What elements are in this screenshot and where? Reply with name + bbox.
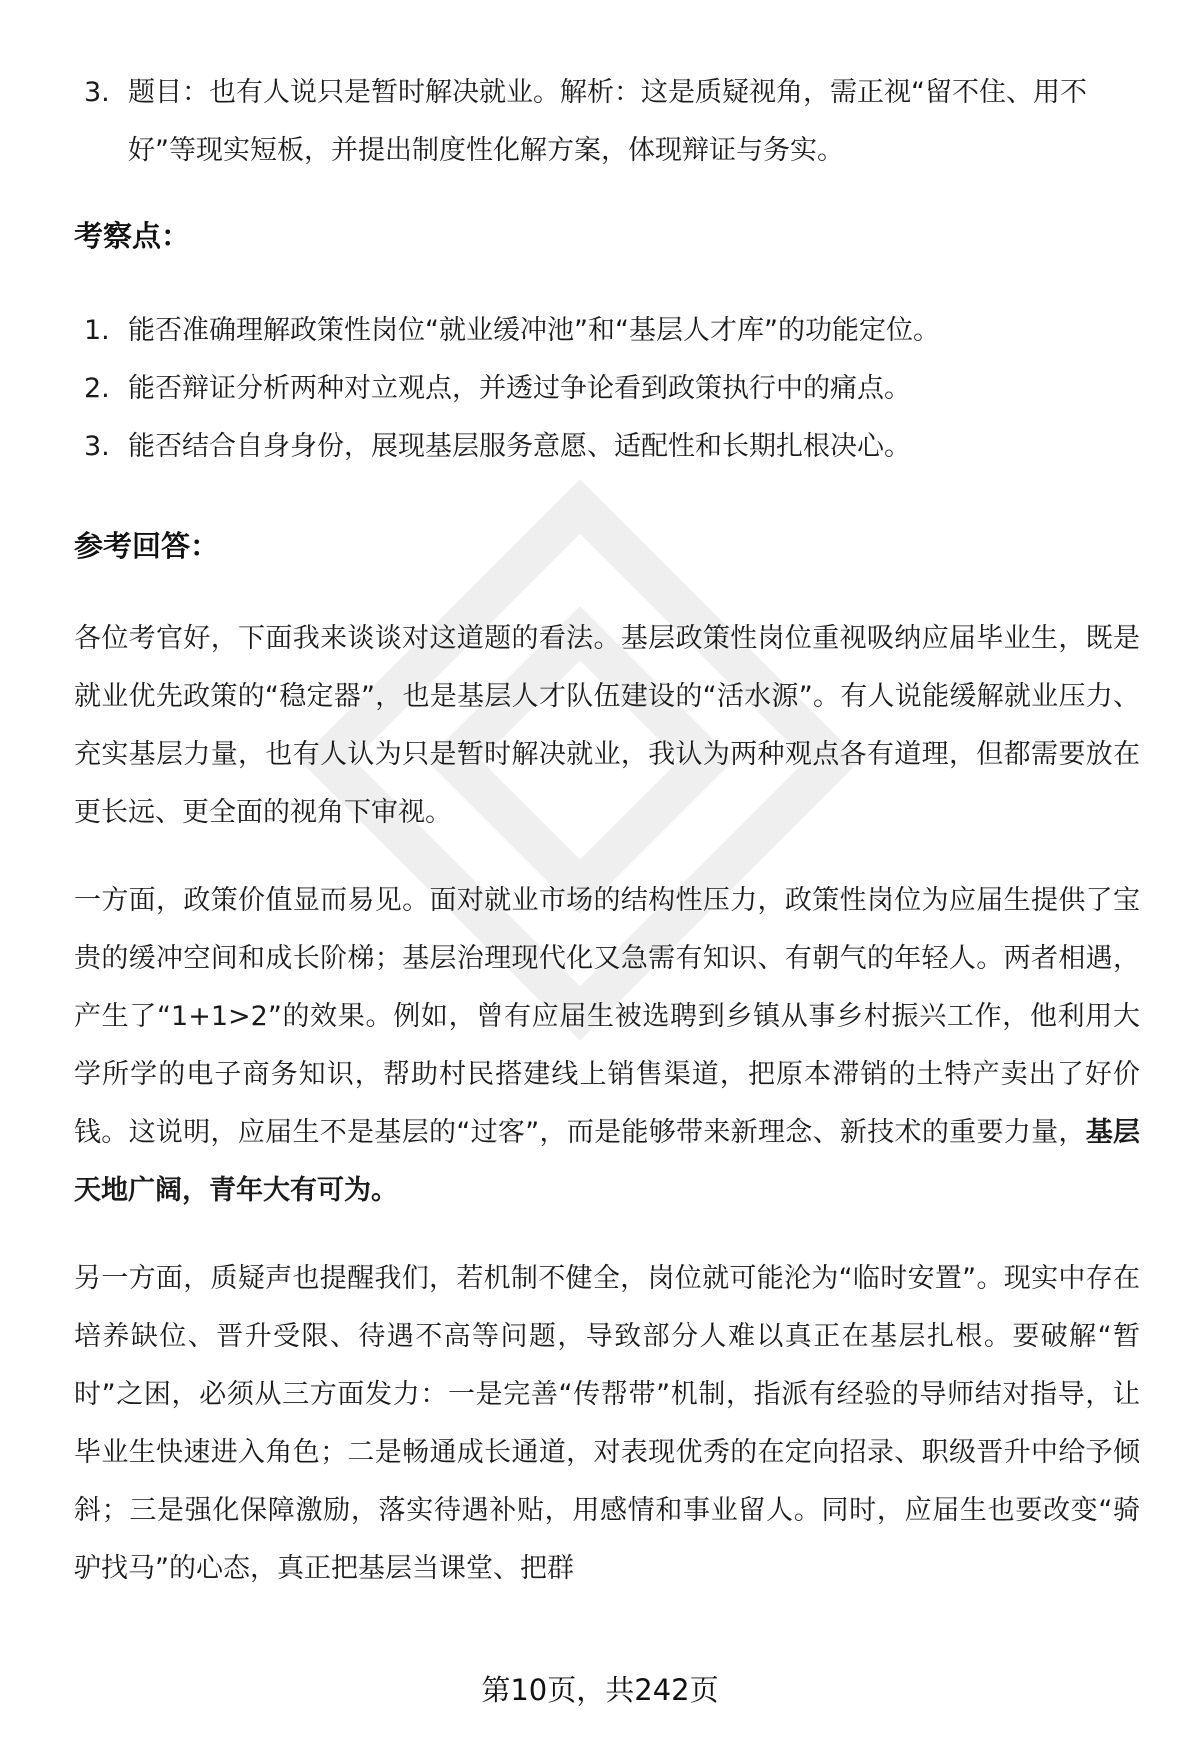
list-item xyxy=(74,360,1140,418)
section-heading-answer: 参考回答： xyxy=(74,529,220,563)
points-list xyxy=(74,302,1140,476)
question-list-continued xyxy=(74,64,1140,180)
paragraph-text: 一方面，政策价值显而易见。面对就业市场的结构性压力，政策性岗位为应届生提供了宝贵的缓冲空间和成长阶梯；基层治理现代化又急需有知识、有朝气的年轻人。两者相遇，产生了“1+1>2”的效果。例如，曾有应届生被选聘到乡镇从事乡村振兴工作，他利用大学所学的电子商务知识，帮助村民搭建线上销售渠道，把原本滞销的土特产卖出了好价钱。这说明，应届生不是基层的“过客”，而是能够带来新理念、新技术的重要力量， xyxy=(74,885,1140,1148)
answer-paragraph-1: 各位考官好，下面我来谈谈对这道题的看法。基层政策性岗位重视吸纳应届毕业生，既是就业优先政策的“稳定器”，也是基层人才队伍建设的“活水源”。有人说能缓解就业压力、充实基层力量，也有人认为只是暂时解决就业，我认为两种观点各有道理，但都需要放在更长远、更全面的视角下审视。 xyxy=(74,623,1140,828)
list-item xyxy=(74,64,1140,180)
list-number: 2. xyxy=(84,373,110,404)
list-number: 1. xyxy=(84,315,110,346)
list-text: 能否结合自身身份，展现基层服务意愿、适配性和长期扎根决心。 xyxy=(128,431,911,462)
page-footer: 第10页，共242页 xyxy=(481,1673,719,1707)
list-number: 3. xyxy=(84,431,110,462)
list-text: 能否准确理解政策性岗位“就业缓冲池”和“基层人才库”的功能定位。 xyxy=(128,315,940,346)
emphasis-text: 基层天地广阔，青年大有可为。 xyxy=(74,1117,1140,1206)
answer-paragraph-2 xyxy=(74,872,1140,1220)
list-item xyxy=(74,302,1140,360)
list-item xyxy=(74,418,1140,476)
page-content xyxy=(74,64,1140,1598)
list-number: 3. xyxy=(84,77,110,108)
list-text: 能否辩证分析两种对立观点，并透过争论看到政策执行中的痛点。 xyxy=(128,373,911,404)
section-heading-points: 考察点： xyxy=(74,219,191,253)
list-text: 题目：也有人说只是暂时解决就业。解析：这是质疑视角，需正视“留不住、用不好”等现实短板，并提出制度性化解方案，体现辩证与务实。 xyxy=(128,77,1087,166)
answer-paragraph-3: 另一方面，质疑声也提醒我们，若机制不健全，岗位就可能沦为“临时安置”。现实中存在培养缺位、晋升受限、待遇不高等问题，导致部分人难以真正在基层扎根。要破解“暂时”之困，必须从三方面发力：一是完善“传帮带”机制，指派有经验的导师结对指导，让毕业生快速进入角色；二是畅通成长通道，对表现优秀的在定向招录、职级晋升中给予倾斜；三是强化保障激励，落实待遇补贴，用感情和事业留人。同时，应届生也要改变“骑驴找马”的心态，真正把基层当课堂、把群 xyxy=(74,1263,1140,1584)
